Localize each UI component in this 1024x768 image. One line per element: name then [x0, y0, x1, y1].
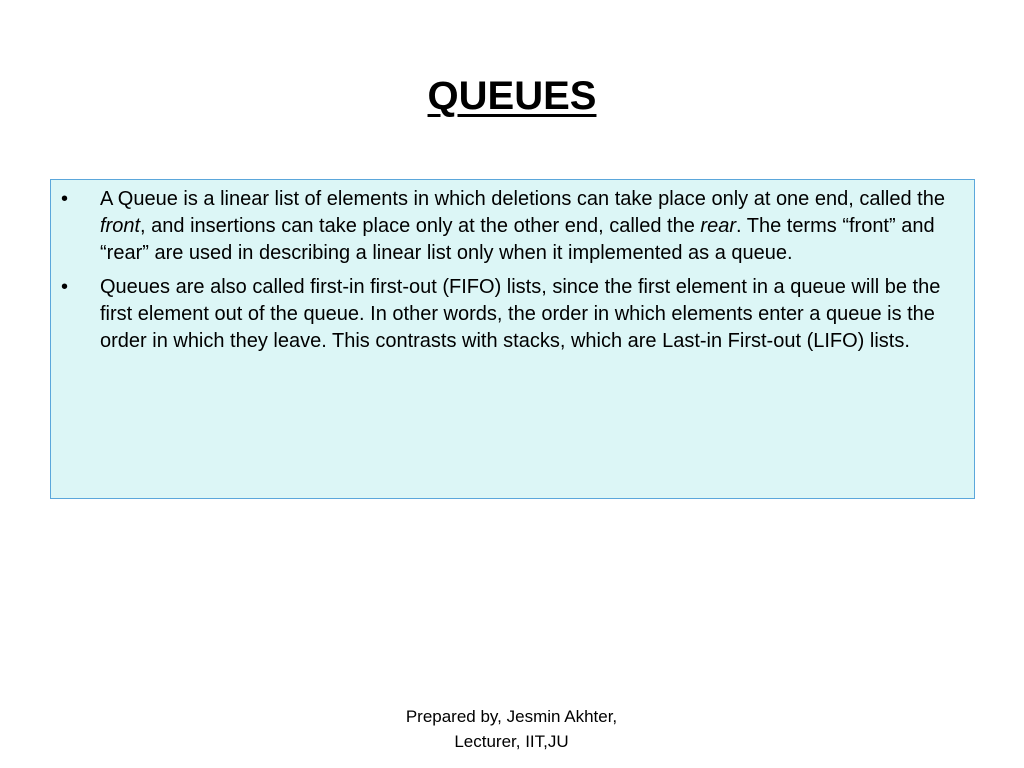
- term-front: front: [100, 215, 141, 237]
- slide-title: [0, 72, 1024, 120]
- bullet-text-segment: , and insertions can take place only at the other end, called the: [140, 215, 701, 237]
- content-box: [50, 179, 975, 499]
- footer-line-affiliation: Lecturer, IIT,JU: [454, 732, 569, 751]
- term-rear: rear: [700, 215, 736, 237]
- bullet-text-segment: A Queue is a linear list of elements in which deletions can take place only at one end, called the: [100, 188, 945, 210]
- bullet-icon: •: [61, 188, 69, 210]
- bullet-icon: •: [61, 276, 69, 298]
- bullet-item-queue-definition: [51, 186, 971, 267]
- footer-line-author: Prepared by, Jesmin Akhter,: [405, 707, 618, 726]
- bullet-text: Queues are also called first-in first-out (FIFO) lists, since the first element in a queue will be the first element out of the queue. In other words, the order in which elements enter a queue is the order in which they leave. This contrasts with stacks, which are Last-in First-out (LIFO) lists.: [100, 276, 941, 352]
- bullet-item-fifo: [51, 274, 971, 355]
- bullet-text-segment: . The terms “front” and “rear” are used in describing a linear list only when it implemented as a queue.: [100, 215, 935, 264]
- footer-credit: [340, 704, 683, 754]
- slide-title-text: QUEUES: [427, 74, 597, 118]
- bullet-list: [51, 186, 971, 362]
